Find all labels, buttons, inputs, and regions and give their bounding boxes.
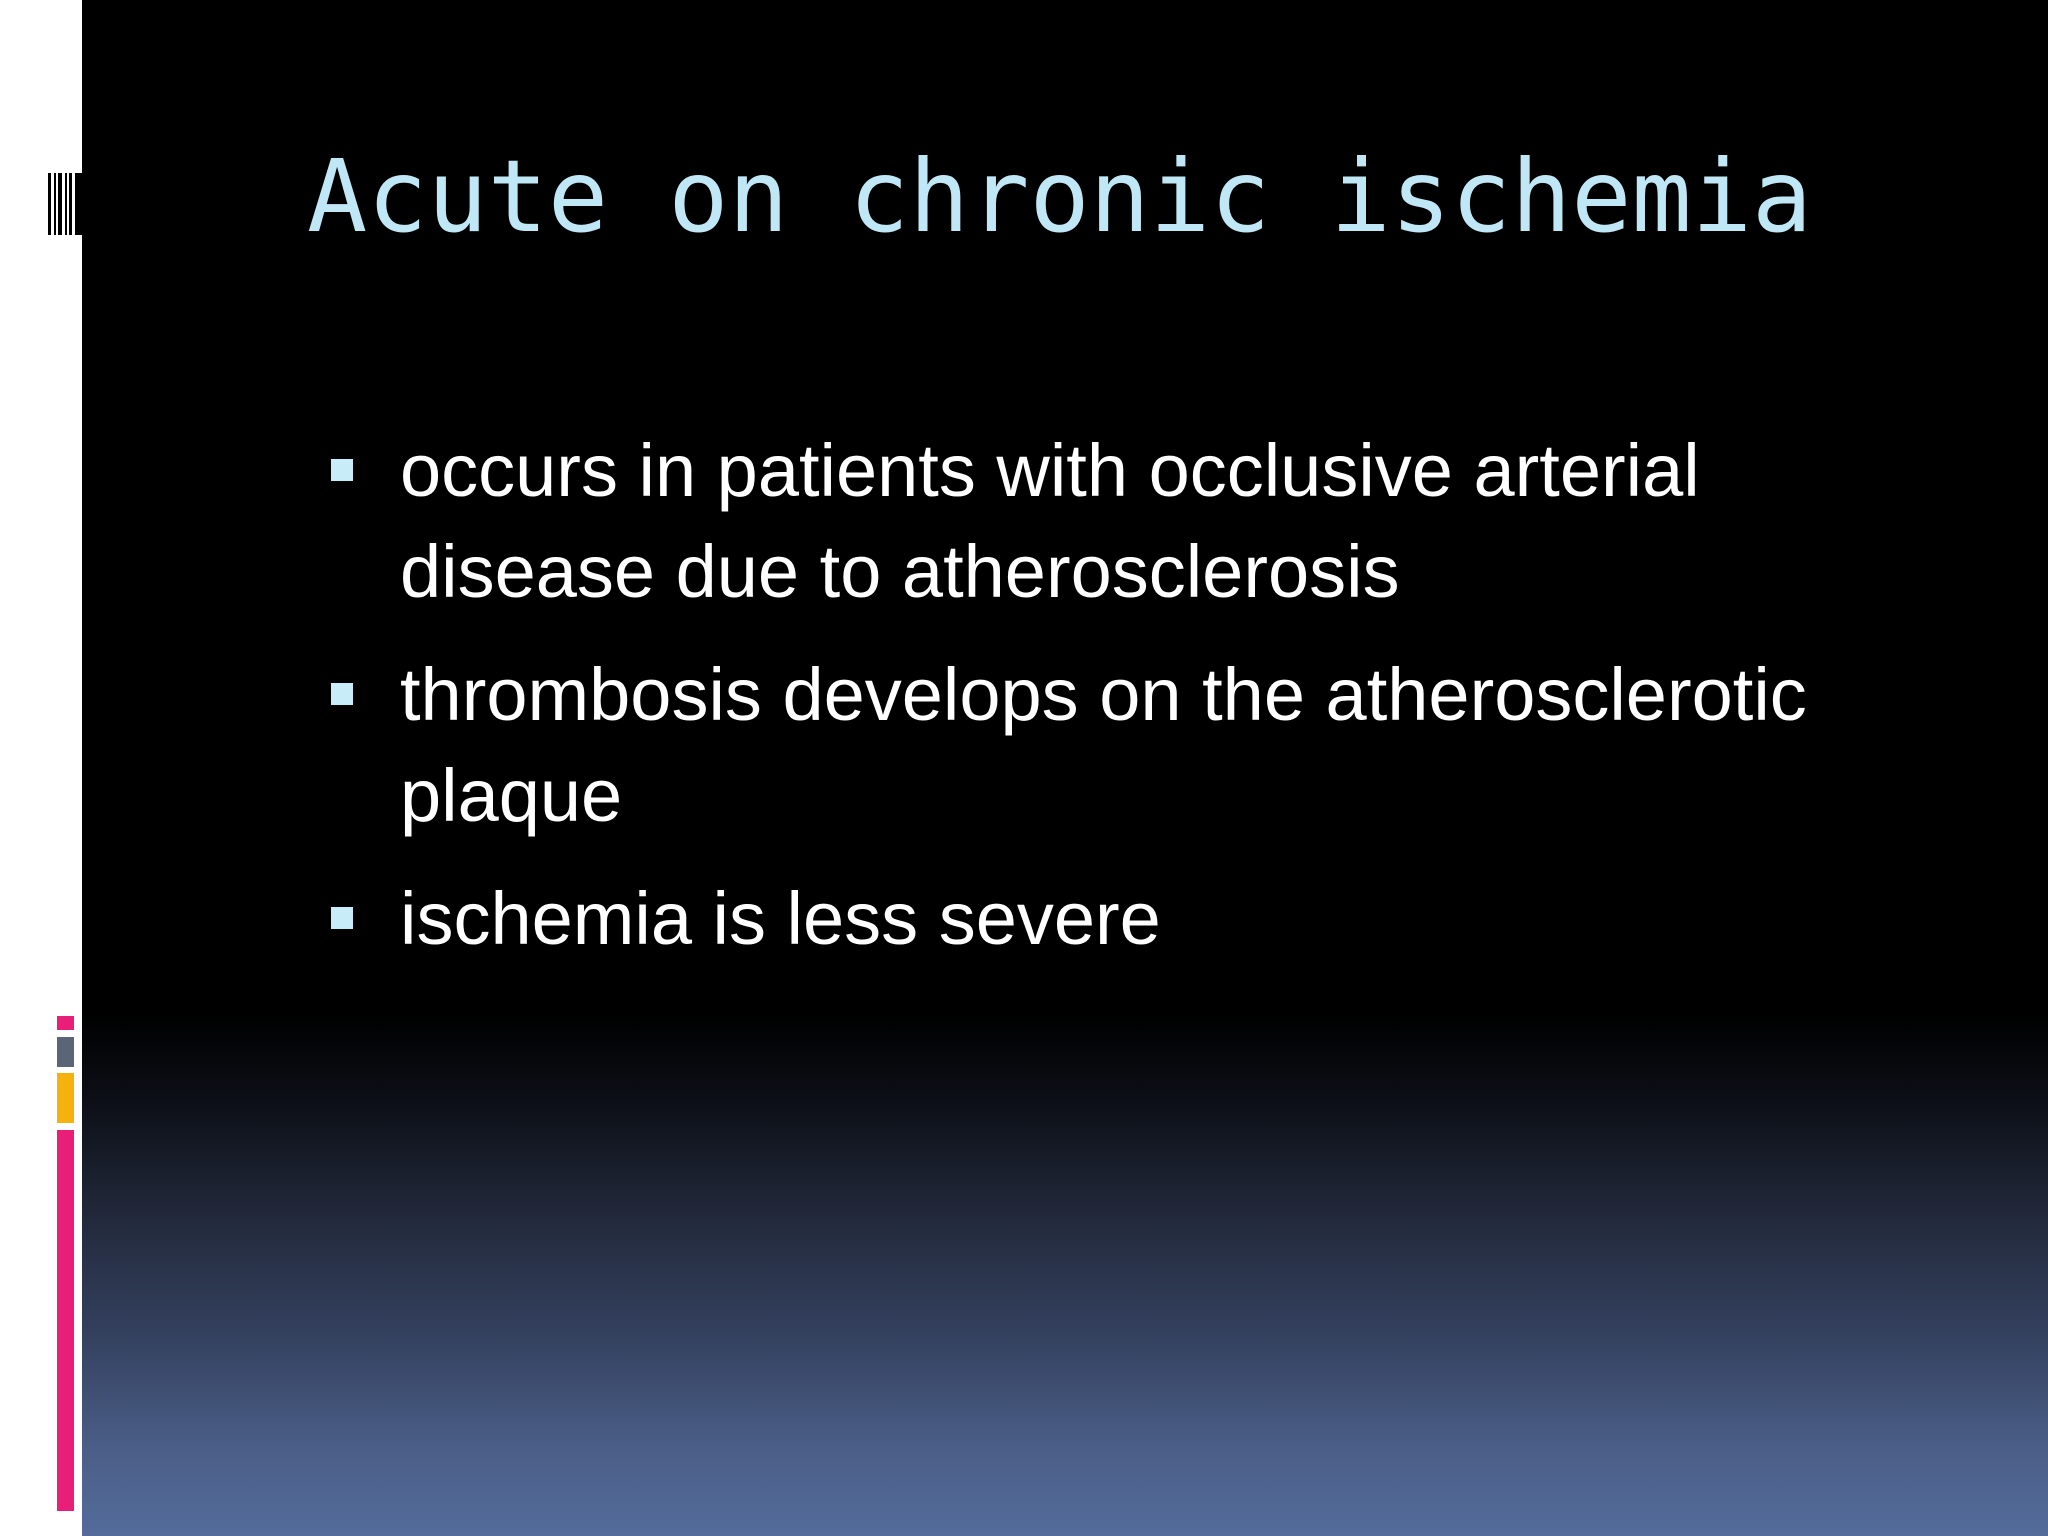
barcode-decoration-icon [48, 173, 82, 235]
square-bullet-icon [331, 683, 353, 705]
accent-color-bars [57, 1016, 74, 1511]
left-decor-strip [0, 0, 82, 1536]
slide-content-panel [82, 0, 2048, 1536]
bullet-list [325, 420, 1975, 991]
slide-title: Acute on chronic ischemia [307, 138, 1813, 255]
accent-bar-pink-top [57, 1016, 74, 1030]
bullet-text: thrombosis develops on the atherosclerotic plaque [400, 653, 1807, 837]
square-bullet-icon [331, 907, 353, 929]
accent-bar-gray [57, 1037, 74, 1067]
square-bullet-icon [331, 459, 353, 481]
bullet-text: occurs in patients with occlusive arterial disease due to atherosclerosis [400, 429, 1700, 613]
accent-bar-orange [57, 1073, 74, 1123]
bullet-item [325, 868, 1975, 969]
accent-bar-pink [57, 1130, 74, 1511]
bullet-item [325, 420, 1975, 622]
bullet-text: ischemia is less severe [400, 877, 1161, 960]
bullet-item [325, 644, 1975, 846]
